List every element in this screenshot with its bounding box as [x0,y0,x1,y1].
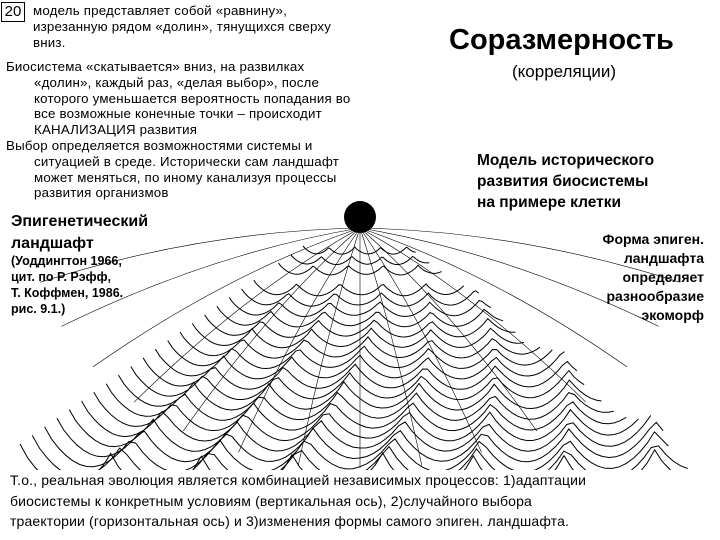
intro-line: вниз. [33,34,66,50]
conclusion-text [10,470,715,532]
intro-line: все возможные конечные точки – происходит [34,106,322,122]
intro-line: развития организмов [34,185,169,201]
intro-paragraph-3 [6,138,339,201]
note-line: разнообразие [606,288,704,304]
conclusion-line: биосистемы к конкретным условиям (вертикальная ось), 2)случайного выбора [10,492,532,509]
intro-line: которого уменьшается вероятность попадания во [34,90,351,106]
note-line: определяет [622,269,704,285]
epigenetic-title-line: Эпигенетический [11,213,149,230]
contour-line [303,246,416,254]
intro-line: может меняться, по иному канализуя процессы [34,169,337,185]
intro-line: Выбор определяется возможностями системы и [6,138,313,153]
intro-paragraph-2 [6,59,350,138]
citation-line: цит. по Р. Рэфф, [11,270,111,284]
landscape-form-note [504,230,704,325]
intro-paragraph-1 [33,3,331,50]
epigenetic-title-line: ландшафт [11,235,94,252]
intro-line: ситуацией в среде. Исторически сам ландшафт [34,153,340,169]
citation-line: Т. Коффмен, 1986. [11,286,124,300]
conclusion-line: траектории (горизонтальная ось) и 3)изменения формы самого эпиген. ландшафта. [10,513,570,529]
intro-line: модель представляет собой «равнину», [33,3,288,18]
epigenetic-citation [11,253,123,317]
caption-line: Модель исторического [477,152,655,169]
contour-line [131,367,584,400]
citation-line: рис. 9.1.) [11,302,66,316]
citation-line: (Уоддингтон 1966, [11,254,122,268]
slide-number: 20 [1,2,25,22]
caption-line: развития биосистемы [477,173,649,190]
ball-icon [344,201,376,233]
note-line: Форма эпиген. [602,231,704,247]
caption-line: на примере клетки [477,194,622,211]
note-line: ландшафта [623,250,704,266]
intro-line: КАНАЛИЗАЦИЯ развития [34,122,198,138]
contour-line [254,280,464,296]
contour-line [192,323,524,347]
intro-line: Биосистема «скатывается» вниз, на развилках [6,59,305,74]
intro-line: изрезанную рядом «долин», тянущихся сверху [33,18,332,34]
slide-subtitle: (корреляции) [512,62,617,81]
note-line: экоморф [641,307,704,323]
slide-title: Соразмерность [449,24,674,56]
model-caption [477,150,717,213]
conclusion-line: Т.о., реальная эволюция является комбинацией независимых процессов: 1)адаптации [10,472,587,488]
intro-line: «долин», каждый раз, «делая выбор», после [34,74,320,90]
epigenetic-title [11,211,148,255]
